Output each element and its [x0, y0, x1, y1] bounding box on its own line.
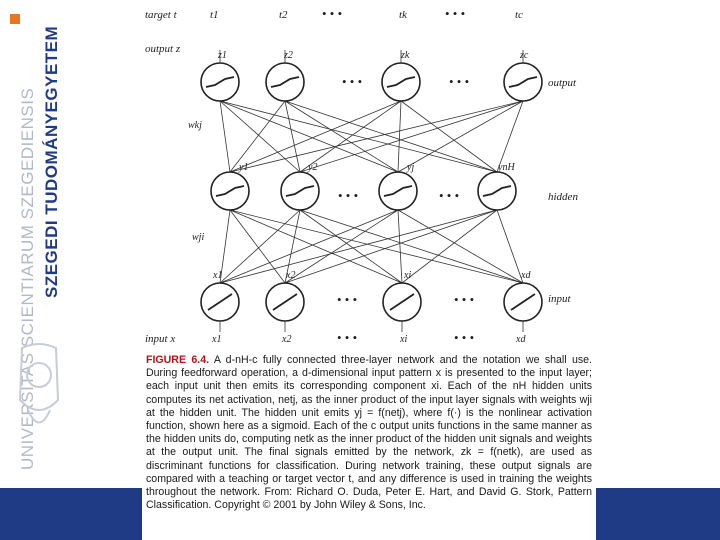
neuron-units: [201, 63, 542, 321]
ellipsis-targets-1: • • •: [322, 6, 343, 21]
weight-line-wkj: [285, 101, 300, 172]
figure-number: FIGURE 6.4.: [146, 354, 210, 366]
weight-line-wkj: [220, 101, 230, 172]
weight-line-wji: [398, 210, 402, 283]
hidden-unit-label: ynH: [498, 162, 515, 173]
weight-line-wji: [300, 210, 523, 283]
brand-accent-square: [10, 14, 20, 24]
output-unit: [504, 63, 542, 101]
hidden-unit-label: yj: [407, 162, 415, 173]
hidden-unit: [211, 172, 249, 210]
target-label: tc: [515, 9, 523, 21]
caption-text: A d-nH-c fully connected three-layer network and the notation we shall use. During feedforward operation, a d-dimensional input pattern x is presented to the input layer; each input unit then emits its corresponding component xi. Each of the nH hidden units computes its net activation, netj, as the inner product of the input layer signals with weights wji at the hidden unit. The hidden unit emits yj = f(netj), where f(·) is the nonlinear activation function, shown here as a sigmoid. Each of the c output units functions in the same manner as the hidden units do, computing netk as the inner product of the hidden unit signals and weights at the output unit. The final signals emitted by the network, zk = f(netk), are used as discriminant functions for classification. During network training, these output signals are compared with a teaching or target vector t, and any difference is used in training the weights throughout the network. From: Richard O. Duda, Peter E. Hart, and David G. Stork, Pattern Classification. Copyright © 2001 by John Wiley & Sons, Inc.: [146, 354, 592, 512]
weight-line-wji: [285, 210, 398, 283]
ellipsis-targets-2: • • •: [445, 6, 466, 21]
figure-image: [142, 0, 596, 540]
weight-line-wkj: [401, 101, 497, 172]
university-name-bold: SZEGEDI TUDOMÁNYEGYETEM: [42, 25, 61, 298]
output-layer-label: output: [548, 77, 577, 89]
input-unit-label: xd: [521, 270, 531, 281]
input-vector-label: xi: [400, 334, 408, 345]
ellipsis-inputvec-1: • • •: [337, 330, 358, 345]
input-row-label: input x: [145, 333, 176, 345]
ellipsis-input-1: • • •: [337, 292, 358, 307]
network-diagram: [142, 0, 596, 350]
output-unit-label: z2: [284, 50, 293, 61]
output-unit: [382, 63, 420, 101]
ellipsis-output-1: • • •: [342, 74, 363, 89]
output-row-label: output z: [145, 43, 181, 55]
hidden-layer-label: hidden: [548, 191, 578, 203]
output-unit: [201, 63, 239, 101]
input-vector-label: x2: [282, 334, 292, 345]
input-unit: [201, 283, 239, 321]
input-unit: [383, 283, 421, 321]
weight-line-wji: [497, 210, 523, 283]
hidden-unit: [281, 172, 319, 210]
output-unit-label: zk: [401, 50, 410, 61]
figure-caption: [146, 354, 592, 512]
weight-line-wkj: [285, 101, 398, 172]
input-unit-label: xi: [404, 270, 412, 281]
hidden-unit: [478, 172, 516, 210]
input-vector-label: x1: [212, 334, 222, 345]
weight-label-wji: wji: [192, 232, 205, 243]
weight-line-wji: [220, 210, 398, 283]
ellipsis-hidden-1: • • •: [338, 188, 359, 203]
weight-line-wkj: [220, 101, 497, 172]
ellipsis-inputvec-2: • • •: [454, 330, 475, 345]
input-vector-label: xd: [516, 334, 526, 345]
hidden-unit: [379, 172, 417, 210]
university-name-latin: UNIVERSITAS SCIENTIARUM SZEGEDIENSIS: [18, 87, 37, 470]
output-unit: [266, 63, 304, 101]
hidden-unit-label: y2: [308, 162, 318, 173]
ellipsis-input-2: • • •: [454, 292, 475, 307]
weight-line-wkj: [230, 101, 523, 172]
weight-line-wkj: [398, 101, 401, 172]
ellipsis-hidden-2: • • •: [439, 188, 460, 203]
input-unit: [504, 283, 542, 321]
weight-line-wji: [220, 210, 497, 283]
input-unit-label: x1: [213, 270, 223, 281]
target-label: t1: [210, 9, 219, 21]
target-label: tk: [399, 9, 407, 21]
input-layer-label: input: [548, 293, 571, 305]
target-label: t2: [279, 9, 288, 21]
ellipsis-output-2: • • •: [449, 74, 470, 89]
output-unit-label: z1: [218, 50, 227, 61]
input-unit-label: x2: [286, 270, 296, 281]
weight-label-wkj: wkj: [188, 120, 202, 131]
university-seal-icon: [14, 340, 64, 450]
hidden-unit-label: y1: [239, 162, 249, 173]
output-unit-label: zc: [520, 50, 529, 61]
target-row-label: target t: [145, 9, 177, 21]
weight-line-wji: [230, 210, 285, 283]
input-unit: [266, 283, 304, 321]
sidebar: [0, 0, 62, 540]
